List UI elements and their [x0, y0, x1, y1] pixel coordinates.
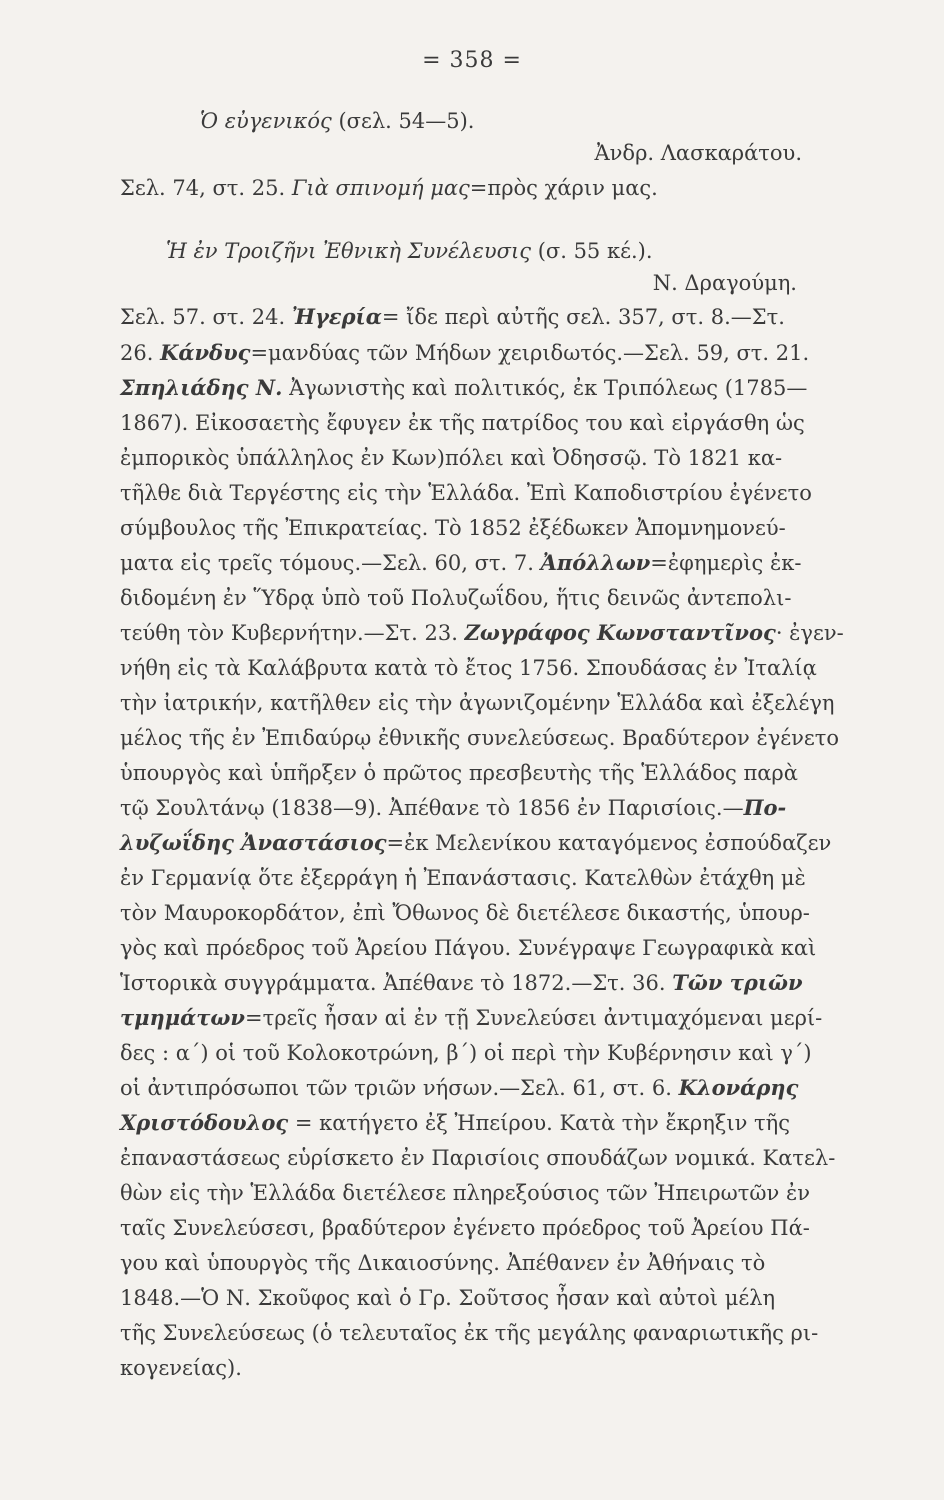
note-line	[120, 1073, 865, 1103]
note-text: =ἐκ Μελενίκου καταγόμενος ἐσπούδαζεν	[386, 831, 832, 855]
note-term: Ἀπόλλων	[540, 550, 651, 575]
note-term: Πο-	[743, 795, 787, 820]
note-line: δες : α΄) οἱ τοῦ Κολοκοτρώνη, β΄) οἱ περὶ τὴν Κυβέρνησιν καὶ γ΄)	[120, 1041, 812, 1065]
note-text: =ἐφημερὶς ἐκ-	[650, 551, 802, 575]
note-term: Κάνδυς	[160, 340, 251, 365]
note-text: 26.	[120, 341, 161, 365]
note-line: ταῖς Συνελεύσεσι, βραδύτερον ἐγένετο πρόεδρος τοῦ Ἀρείου Πά-	[120, 1216, 810, 1240]
note-text: Ἱστορικὰ συγγράμματα. Ἀπέθανε τὸ 1872.—Στ. 36.	[120, 971, 673, 995]
note-text: = κατήγετο ἐξ Ἠπείρου. Κατὰ τὴν ἔκρηξιν τῆς	[288, 1111, 790, 1135]
note-text: τῷ Σουλτάνῳ (1838—9). Ἀπέθανε τὸ 1856 ἐν Παρισίοις.—	[120, 796, 744, 820]
note-line	[120, 1003, 865, 1033]
note-line	[120, 302, 865, 332]
note-line: ἐν Γερμανίᾳ ὅτε ἐξερράγη ἡ Ἐπανάστασις. Κατελθὼν ἐτάχθη μὲ	[120, 866, 806, 890]
note-line: 1848.—Ὁ Ν. Σκοῦφος καὶ ὁ Γρ. Σοῦτσος ἦσαν καὶ αὐτοὶ μέλη	[120, 1286, 776, 1310]
note-line: θὼν εἰς τὴν Ἑλλάδα διετέλεσε πληρεξούσιος τῶν Ἠπειρωτῶν ἐν	[120, 1181, 810, 1205]
note-text: =μανδύας τῶν Μήδων χειριδωτός.—Σελ. 59, στ. 21.	[250, 341, 810, 365]
section-heading	[200, 106, 944, 136]
note-line: ἐμπορικὸς ὑπάλληλος ἐν Κων)πόλει καὶ Ὀδησσῷ. Τὸ 1821 κα-	[120, 446, 783, 470]
note-line: τῆλθε διὰ Τεργέστης εἰς τὴν Ἑλλάδα. Ἐπὶ Καποδιστρίου ἐγένετο	[120, 481, 812, 505]
section-heading	[166, 236, 911, 266]
note-gloss: =πρὸς χάριν μας.	[469, 176, 658, 200]
note-term: τμημάτων	[120, 1005, 245, 1030]
note-line: τῆς Συνελεύσεως (ὁ τελευταῖος ἐκ τῆς μεγάλης φαναριωτικῆς ρι-	[120, 1321, 819, 1345]
note-text: τεύθη τὸν Κυβερνήτην.—Στ. 23.	[120, 621, 465, 645]
note-term: Γιὰ σπινομή μας	[291, 176, 470, 200]
note-line: γου καὶ ὑπουργὸς τῆς Δικαιοσύνης. Ἀπέθανεν ἐν Ἀθήναις τὸ	[120, 1251, 766, 1275]
note-text: · ἐγεν-	[775, 621, 844, 645]
note-text: Σελ. 57. στ. 24.	[120, 305, 292, 329]
note-text: Ἀγωνιστὴς καὶ πολιτικός, ἐκ Τριπόλεως (1785—	[282, 376, 808, 400]
note-line	[120, 968, 865, 998]
note-term: Ἠγερία	[291, 304, 382, 329]
note-line: διδομένη ἐν Ὕδρᾳ ὑπὸ τοῦ Πολυζωΐδου, ἥτις δεινῶς ἀντεπολι-	[120, 586, 792, 610]
note-text: ματα εἰς τρεῖς τόμους.—Σελ. 60, στ. 7.	[120, 551, 541, 575]
note-line: νήθη εἰς τὰ Καλάβρυτα κατὰ τὸ ἔτος 1756. Σπουδάσας ἐν Ἰταλίᾳ	[120, 656, 817, 680]
page-number: = 358 =	[422, 48, 522, 73]
note-text: οἱ ἀντιπρόσωποι τῶν τριῶν νήσων.—Σελ. 61, στ. 6.	[120, 1076, 679, 1100]
note-reference: Σελ. 74, στ. 25.	[120, 176, 286, 200]
note-term: Σπηλιάδης Ν.	[120, 375, 283, 400]
note-line	[120, 793, 865, 823]
note-term: Χριστόδουλος	[120, 1110, 289, 1135]
note-text: =τρεῖς ἦσαν αἱ ἐν τῇ Συνελεύσει ἀντιμαχόμεναι μερί-	[245, 1006, 823, 1030]
note-line	[120, 1108, 865, 1138]
note-line	[120, 173, 865, 203]
section-author: Ἀνδρ. Λασκαράτου.	[594, 141, 802, 165]
note-line: 1867). Εἰκοσαετὴς ἔφυγεν ἐκ τῆς πατρίδος του καὶ εἰργάσθη ὡς	[120, 411, 805, 435]
note-line: σύμβουλος τῆς Ἐπικρατείας. Τὸ 1852 ἐξέδωκεν Ἀπομνημονεύ-	[120, 516, 786, 540]
section-title: Ὁ εὐγενικός	[200, 109, 332, 133]
section-author: Ν. Δραγούμη.	[652, 271, 797, 295]
note-line	[120, 828, 865, 858]
note-term: λυζωΐδης Ἀναστάσιος	[120, 830, 387, 855]
section-reference: (σελ. 54—5).	[338, 109, 475, 133]
note-line	[120, 548, 865, 578]
note-line: ἐπαναστάσεως εὑρίσκετο ἐν Παρισίοις σπουδάζων νομικά. Κατελ-	[120, 1146, 836, 1170]
note-term: Ζωγράφος Κωνσταντῖνος	[464, 620, 776, 645]
note-term: Κλονάρης	[678, 1075, 799, 1100]
note-line: κογενείας).	[120, 1356, 242, 1380]
note-line: τὸν Μαυροκορδάτον, ἐπὶ Ὄθωνος δὲ διετέλεσε δικαστής, ὑπουρ-	[120, 901, 810, 925]
note-line: ὑπουργὸς καὶ ὑπῆρξεν ὁ πρῶτος πρεσβευτὴς τῆς Ἑλλάδος παρὰ	[120, 761, 798, 785]
section-title: Ἡ ἐν Τροιζῆνι Ἐθνικὴ Συνέλευσις	[166, 239, 531, 263]
section-reference: (σ. 55 κέ.).	[537, 239, 653, 263]
note-line	[120, 338, 865, 368]
note-line: τὴν ἰατρικήν, κατῆλθεν εἰς τὴν ἀγωνιζομένην Ἑλλάδα καὶ ἐξελέγη	[120, 691, 835, 715]
note-line	[120, 373, 865, 403]
note-line: γὸς καὶ πρόεδρος τοῦ Ἀρείου Πάγου. Συνέγραψε Γεωγραφικὰ καὶ	[120, 936, 817, 960]
note-line: μέλος τῆς ἐν Ἐπιδαύρῳ ἐθνικῆς συνελεύσεως. Βραδύτερον ἐγένετο	[120, 726, 840, 750]
note-text: = ἴδε περὶ αὐτῆς σελ. 357, στ. 8.—Στ.	[381, 305, 785, 329]
note-term: Τῶν τριῶν	[672, 970, 803, 995]
note-line	[120, 618, 865, 648]
